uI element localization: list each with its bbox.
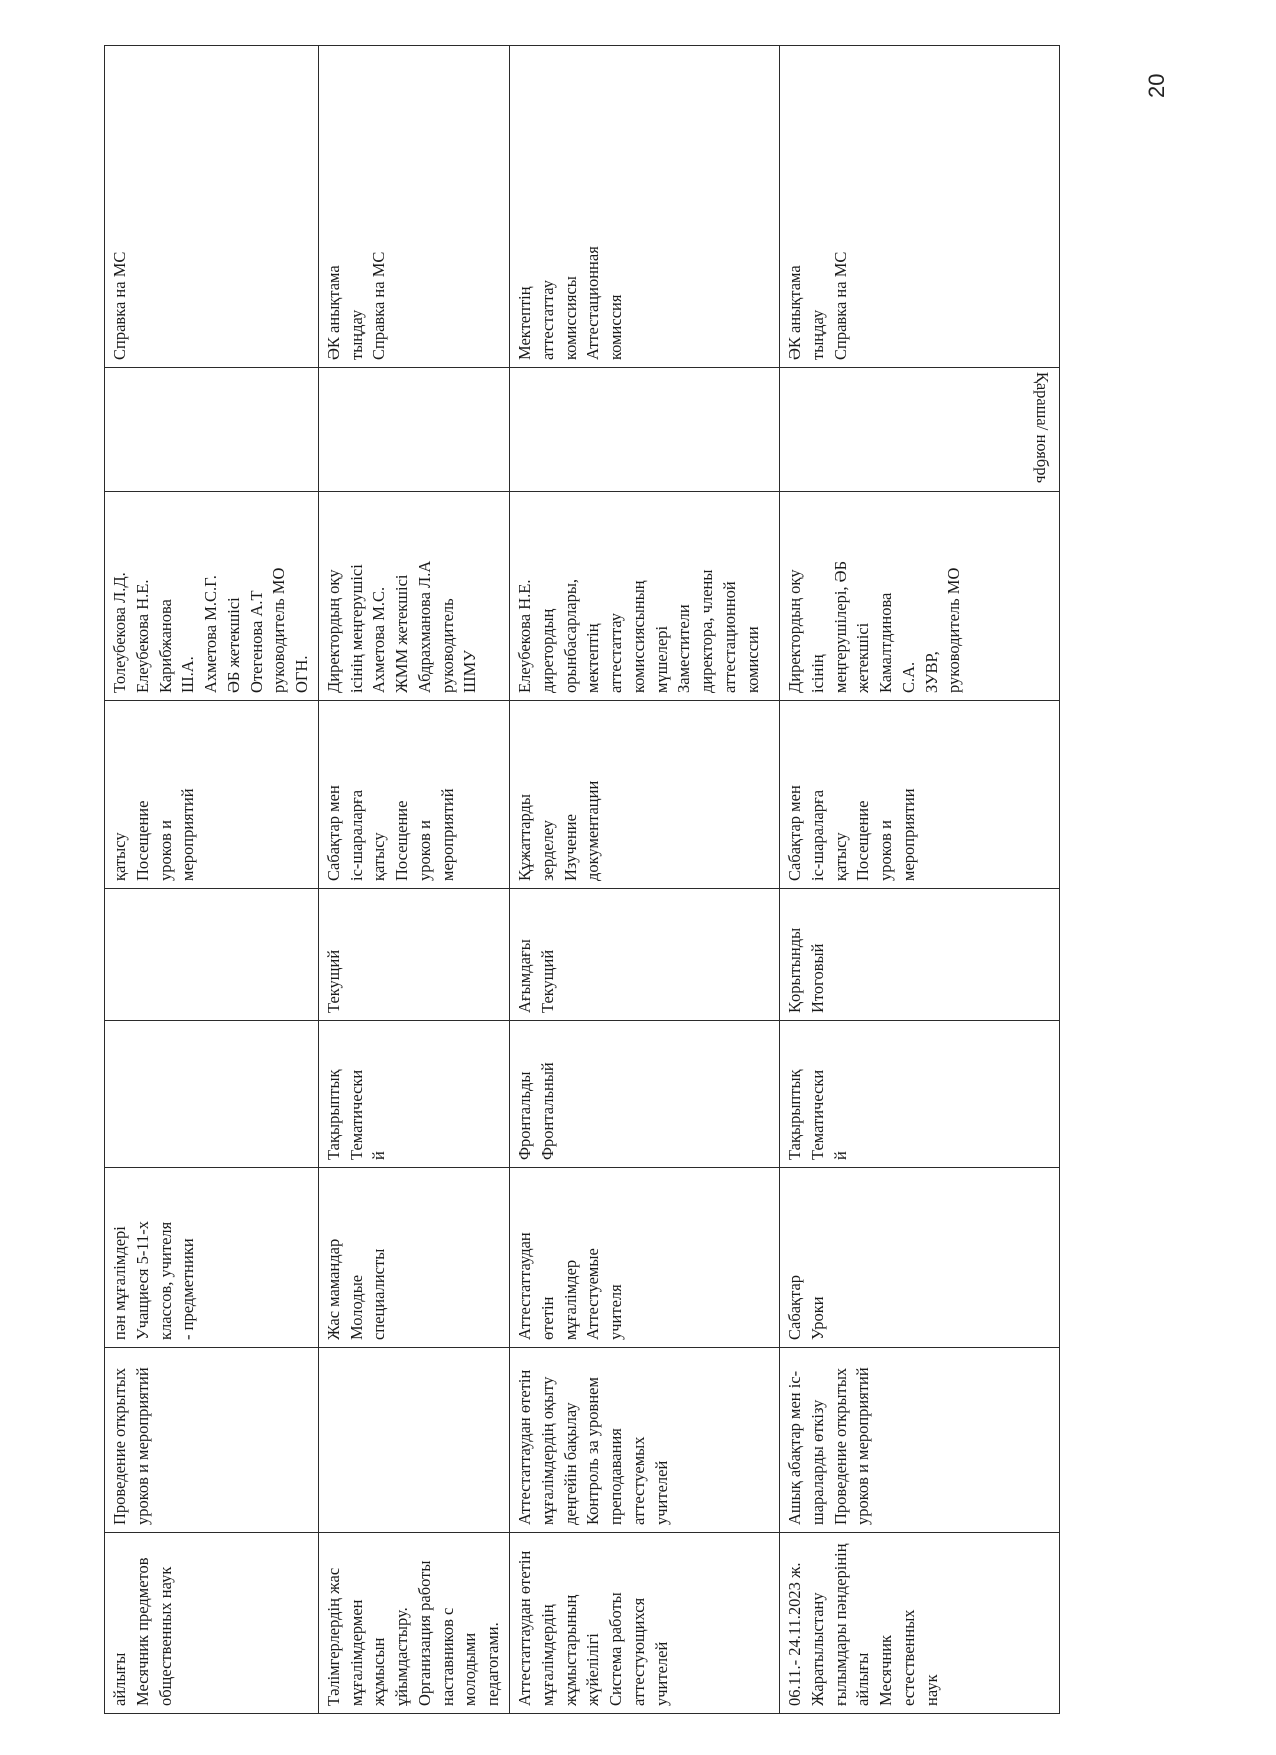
cell-method xyxy=(780,701,1060,889)
cell-goal xyxy=(105,1348,319,1533)
cell-text-line: классов, учителя xyxy=(155,1221,175,1340)
cell-type xyxy=(510,1021,780,1168)
cell-text-line: іс-шараларға xyxy=(346,789,366,881)
cell-text-line: Тематически xyxy=(346,1069,366,1160)
cell-text-line: ОГН. xyxy=(292,655,312,693)
cell-month xyxy=(318,368,509,492)
cell-text-line: іс-шараларға xyxy=(807,789,827,881)
page-number: 20 xyxy=(1144,73,1169,98)
cell-type xyxy=(780,1021,1060,1168)
cell-text-line: Молодые xyxy=(346,1274,366,1340)
cell-type xyxy=(105,1021,319,1168)
cell-text-line: диретордың xyxy=(537,608,557,693)
cell-text-line: комиссиясының xyxy=(628,580,648,693)
cell-text-line: документации xyxy=(583,780,603,881)
cell-text-line: Сабақтар мен xyxy=(785,785,805,881)
table-row xyxy=(780,46,1060,1714)
cell-text-line: мұғалімдердің оқыту xyxy=(537,1376,557,1525)
cell-text-line: ЖММ жетекшісі xyxy=(392,574,412,693)
cell-month xyxy=(780,368,1060,492)
cell-text-line: учителя xyxy=(606,1284,626,1340)
cell-text-line: Ш.А. xyxy=(178,656,198,693)
cell-text-line: меңгерушілері, ӘБ xyxy=(830,560,850,693)
cell-object xyxy=(318,1168,509,1348)
cell-text-line: уроков и xyxy=(414,820,434,881)
cell-text-line: деңгейін бақылау xyxy=(560,1402,580,1525)
cell-text-line: наставников с молодыми xyxy=(437,1607,480,1706)
cell-text-line: учителей xyxy=(651,1460,671,1525)
month-label: Қараша/ ноябрь xyxy=(1033,372,1053,484)
cell-text-line: шараларды өткізу xyxy=(807,1399,827,1525)
cell-text-line: С.А. xyxy=(898,661,918,693)
cell-text-line: жұмыстарының жүйелілігі xyxy=(560,1594,603,1706)
cell-text-line: ӘК анықтама xyxy=(323,265,343,360)
cell-text-line: Месячник естественных xyxy=(876,1609,918,1706)
cell-text-line: Құжаттарды xyxy=(515,793,535,881)
cell-goal xyxy=(318,1348,509,1533)
cell-responsible xyxy=(510,492,780,701)
cell-text-line: мероприятий xyxy=(178,788,198,881)
cell-text-line: - предметники xyxy=(178,1238,198,1340)
cell-text-line: Сабақтар xyxy=(785,1274,805,1340)
cell-text-line: мектептің xyxy=(583,623,603,693)
cell-text-line: айлығы xyxy=(110,1652,129,1706)
cell-text-line: Мектептің xyxy=(515,286,535,360)
cell-text-line: Жас мамандар xyxy=(323,1238,343,1340)
cell-text-line: ӘБ жетекшісі xyxy=(223,597,243,693)
cell-text-line: Справка на МС xyxy=(110,251,129,360)
cell-result xyxy=(105,46,319,368)
cell-type xyxy=(318,1021,509,1168)
cell-responsible xyxy=(105,492,319,701)
cell-text-line: мұғалімдердің xyxy=(537,1604,557,1706)
cell-kind xyxy=(510,889,780,1021)
cell-text-line: қатысу xyxy=(369,832,389,881)
cell-text-line: Ағымдағы xyxy=(515,939,535,1013)
cell-kind xyxy=(780,889,1060,1021)
cell-text-line: Ахметова М.С. xyxy=(369,586,389,693)
cell-topic xyxy=(318,1533,509,1714)
cell-object xyxy=(510,1168,780,1348)
cell-text-line: Справка на МС xyxy=(830,251,850,360)
cell-text-line: специалисты xyxy=(369,1248,389,1340)
cell-text-line: Отегенова А.Т xyxy=(246,590,266,693)
cell-text-line: Система работы xyxy=(606,1592,626,1706)
cell-text-line: Қорытынды xyxy=(785,927,805,1013)
cell-text-line: орынбасарлары, xyxy=(560,578,580,693)
cell-text-line: Уроки xyxy=(807,1296,827,1340)
cell-text-line: пән мұғалімдері xyxy=(110,1226,129,1340)
cell-text-line: Тематически xyxy=(807,1069,827,1160)
cell-text-line: мероприятии xyxy=(898,788,918,881)
cell-method xyxy=(105,701,319,889)
cell-text-line: Ашық абақтар мен іс- xyxy=(785,1370,805,1525)
cell-text-line: аттестаттау xyxy=(606,612,626,693)
cell-text-line: Аттестаттаудан xyxy=(515,1232,535,1340)
cell-text-line: уроков и мероприятий xyxy=(132,1367,152,1525)
cell-text-line: й xyxy=(369,1151,389,1160)
cell-result xyxy=(318,46,509,368)
cell-text-line: Директордың оқу xyxy=(785,569,805,693)
cell-text-line: мүшелері xyxy=(651,625,671,693)
cell-text-line: уроков и мероприятий xyxy=(853,1367,873,1525)
cell-text-line: уроков и xyxy=(155,820,175,881)
cell-responsible xyxy=(780,492,1060,701)
cell-method xyxy=(510,701,780,889)
table-row xyxy=(105,46,319,1714)
cell-text-line: ғылымдары пәндерінің xyxy=(830,1543,850,1706)
cell-text-line: руководитель МО xyxy=(269,567,289,693)
cell-text-line: Справка на МС xyxy=(369,251,389,360)
cell-topic xyxy=(105,1533,319,1714)
cell-text-line: Контроль за уровнем xyxy=(583,1377,603,1525)
cell-text-line: комиссия xyxy=(606,294,626,360)
cell-text-line: Тәлімгерлердің жас xyxy=(323,1567,343,1706)
cell-text-line: ұйымдастыру. xyxy=(392,1607,412,1706)
cell-text-line: айлығы xyxy=(853,1652,873,1706)
cell-text-line: Елеубекова Н.Е. xyxy=(515,579,535,693)
cell-text-line: Жаратылыстану xyxy=(807,1592,827,1706)
cell-result xyxy=(780,46,1060,368)
cell-text-line: ӘК анықтама xyxy=(785,265,805,360)
cell-kind xyxy=(105,889,319,1021)
cell-text-line: мероприятий xyxy=(437,788,457,881)
cell-text-line: директора, члены xyxy=(697,569,717,693)
table-row xyxy=(318,46,509,1714)
cell-text-line: Тақырыптық xyxy=(785,1069,805,1160)
cell-text-line: Посещение xyxy=(392,800,412,881)
cell-text-line: тыңдау xyxy=(807,309,827,360)
cell-text-line: Сабақтар мен xyxy=(323,785,343,881)
cell-text-line: Абдрахманова Л.А xyxy=(414,560,434,693)
cell-result xyxy=(510,46,780,368)
cell-text-line: комиссиясы xyxy=(560,276,580,360)
cell-text-line: ЗУВР, xyxy=(921,651,941,693)
cell-text-line: Месячник предметов xyxy=(132,1557,152,1706)
cell-text-line: общественных наук xyxy=(155,1566,175,1706)
cell-text-line: 06.11.- 24.11.2023 ж. xyxy=(785,1562,805,1706)
cell-text-line: Аттестаттаудан өтетін xyxy=(515,1369,535,1525)
cell-text-line: Учащиеся 5-11-х xyxy=(132,1221,152,1340)
cell-goal xyxy=(510,1348,780,1533)
cell-text-line: Изучение xyxy=(560,814,580,881)
cell-text-line: зерделеу xyxy=(537,820,557,881)
cell-month xyxy=(105,368,319,492)
cell-text-line: Фронтальды xyxy=(515,1071,535,1160)
cell-text-line: Итоговый xyxy=(807,943,827,1013)
cell-text-line: қатысу xyxy=(110,832,129,881)
cell-text-line: ШМУ xyxy=(460,650,480,693)
cell-text-line: й xyxy=(830,1151,850,1160)
cell-object xyxy=(780,1168,1060,1348)
cell-goal xyxy=(780,1348,1060,1533)
table-row xyxy=(510,46,780,1714)
cell-text-line: Фронтальный xyxy=(537,1062,557,1160)
cell-text-line: өтетін xyxy=(537,1296,557,1340)
cell-text-line: Посещение xyxy=(853,800,873,881)
cell-text-line: преподавания аттестуемых xyxy=(606,1428,648,1525)
cell-text-line: Камалтдинова xyxy=(876,592,896,693)
cell-text-line: Заместители xyxy=(674,604,694,693)
cell-text-line: Аттестаттаудан өтетін xyxy=(515,1550,535,1706)
cell-text-line: наук xyxy=(921,1674,941,1706)
cell-text-line: қатысу xyxy=(830,832,850,881)
cell-text-line: Текущий xyxy=(537,949,557,1013)
cell-text-line: Елеубекова Н.Е. xyxy=(132,579,152,693)
control-plan-table xyxy=(104,45,1060,1714)
cell-text-line: аттестующихся учителей xyxy=(628,1597,671,1706)
cell-topic xyxy=(780,1533,1060,1714)
cell-text-line: Аттестационная xyxy=(583,246,603,360)
cell-text-line: руководитель МО xyxy=(944,567,964,693)
cell-text-line: Директордың оқу xyxy=(323,569,343,693)
cell-text-line: Организация работы xyxy=(414,1560,434,1706)
cell-text-line: Тақырыптық xyxy=(323,1069,343,1160)
cell-text-line: аттестационной xyxy=(719,581,739,693)
cell-text-line: ісінің меңгерушісі xyxy=(346,564,366,693)
cell-object xyxy=(105,1168,319,1348)
cell-text-line: руководитель xyxy=(437,598,457,693)
cell-text-line: педагогами. xyxy=(483,1622,503,1706)
cell-responsible xyxy=(318,492,509,701)
cell-text-line: Проведение открытых xyxy=(110,1367,129,1525)
cell-text-line: ісінің xyxy=(807,654,827,693)
cell-month xyxy=(510,368,780,492)
cell-text-line: мұғалімдер xyxy=(560,1259,580,1340)
cell-text-line: Карибжанова xyxy=(155,599,175,693)
cell-kind xyxy=(318,889,509,1021)
cell-text-line: аттестаттау xyxy=(537,279,557,360)
cell-text-line: Посещение xyxy=(132,800,152,881)
cell-topic xyxy=(510,1533,780,1714)
cell-text-line: комиссии xyxy=(742,626,762,693)
cell-text-line: Аттестуемые xyxy=(583,1248,603,1340)
cell-text-line: Текущий xyxy=(323,949,343,1013)
cell-text-line: Толеубекова Л.Д. xyxy=(110,572,129,693)
cell-text-line: Проведение открытых xyxy=(830,1367,850,1525)
cell-text-line: тыңдау xyxy=(346,309,366,360)
cell-text-line: Ахметова М.С.Г. xyxy=(201,575,221,693)
cell-text-line: мұғалімдермен жұмысын xyxy=(346,1599,389,1706)
cell-text-line: уроков и xyxy=(876,820,896,881)
rotated-page-content xyxy=(104,46,1053,1714)
cell-text-line: жетекшісі xyxy=(853,622,873,693)
cell-method xyxy=(318,701,509,889)
